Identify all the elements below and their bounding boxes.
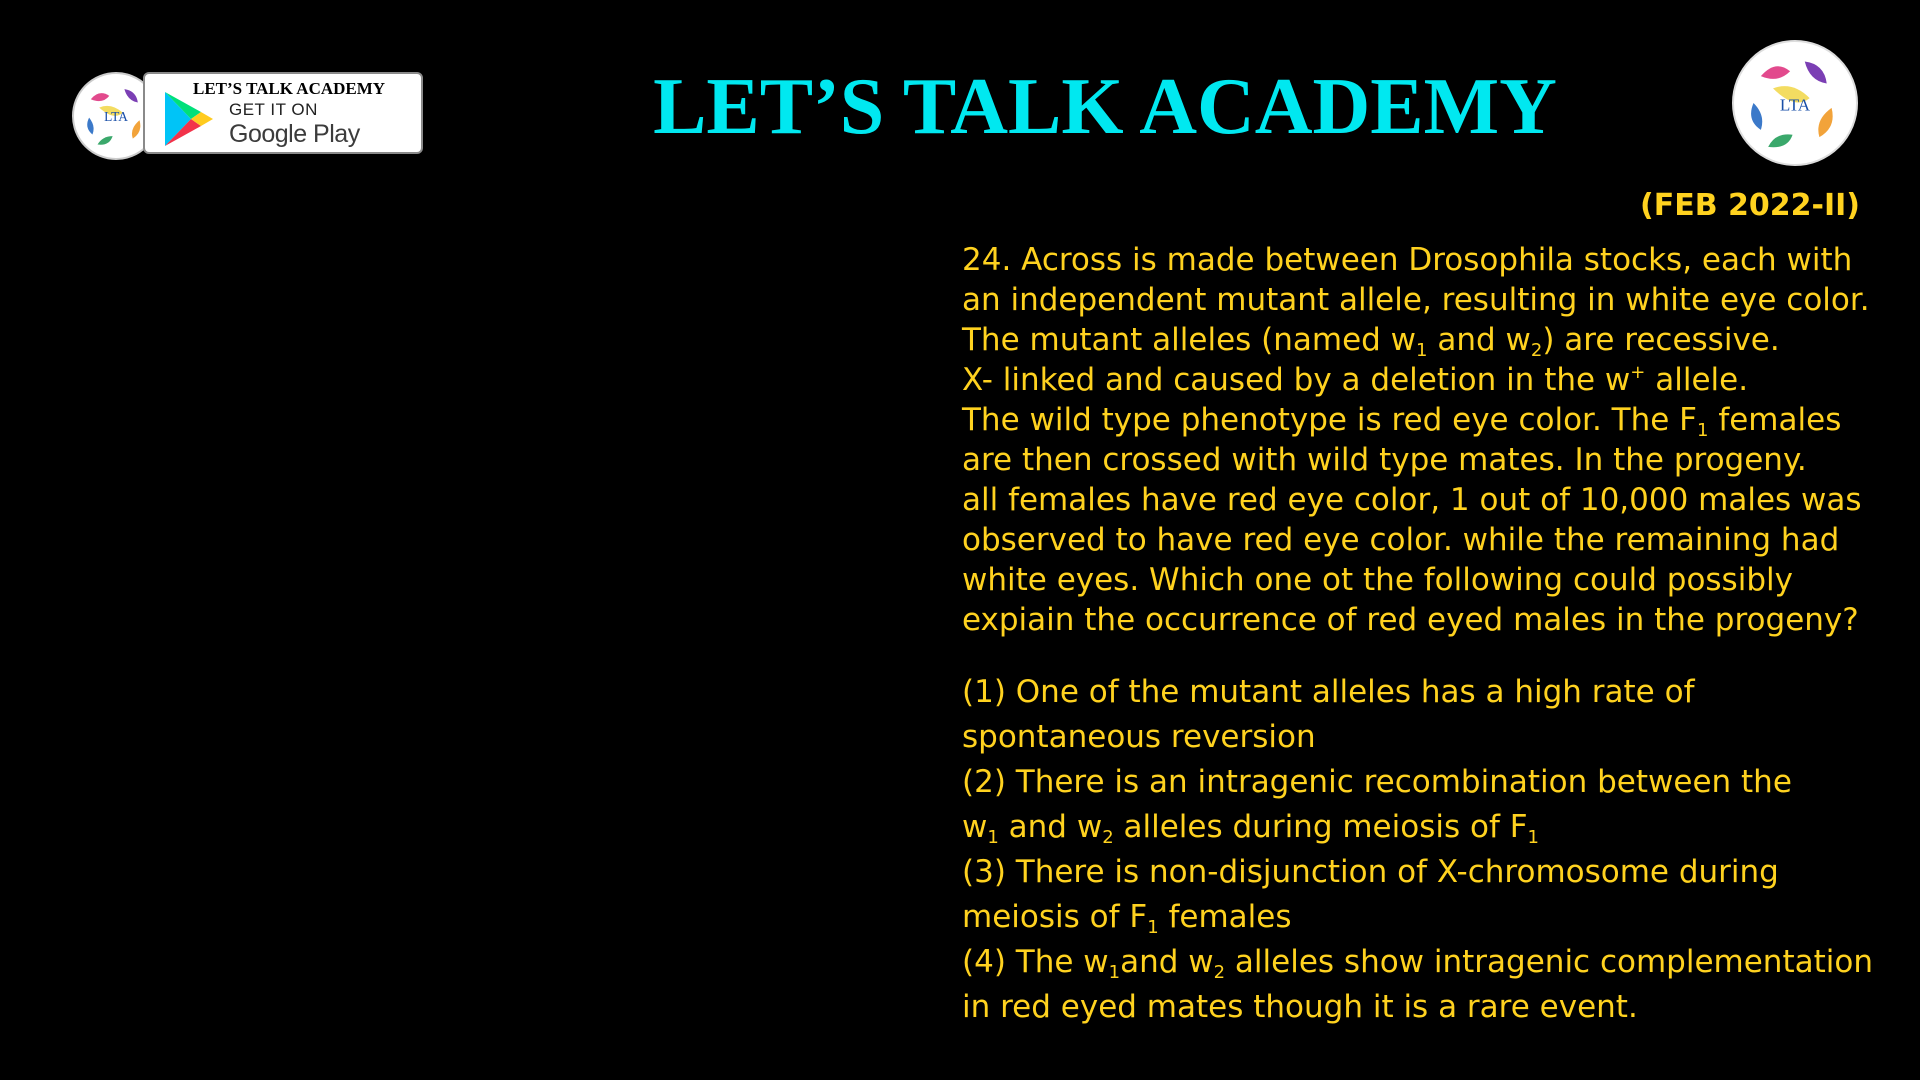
- answer-options: [962, 670, 1882, 1030]
- question-text: [962, 240, 1882, 640]
- option-line: $w_1$ and $w_2$ alleles during meiosis of $F_1$: [962, 809, 1539, 848]
- google-play-icon: [161, 90, 215, 148]
- badge-store-name: Google Play: [229, 120, 360, 148]
- question-line: all females have red eye color, 1 out of 10,000 males was: [962, 482, 1862, 518]
- question-line: 24. Across is made between Drosophila stocks, each with: [962, 242, 1853, 278]
- option-line: (3) There is non-disjunction of X-chromosome during: [962, 854, 1779, 890]
- option-line: spontaneous reversion: [962, 719, 1316, 755]
- badge-get-it-on: GET IT ON: [229, 100, 318, 119]
- option-line: (1) One of the mutant alleles has a high rate of: [962, 674, 1695, 710]
- option-line: (4) The $w_1and$ $w_2$ alleles show intragenic complementation: [962, 944, 1873, 983]
- option-line: in red eyed mates though it is a rare event.: [962, 989, 1638, 1025]
- page-title: LET’S TALK ACADEMY: [653, 63, 1557, 151]
- exam-tag: (FEB 2022-II): [1640, 188, 1860, 223]
- question-line: The mutant alleles (named $w_1$ and $w_2$) are recessive.: [962, 322, 1780, 361]
- question-line: observed to have red eye color. while the remaining had: [962, 522, 1840, 558]
- logo-text: LTA: [104, 109, 128, 125]
- lta-logo-large: [1732, 40, 1858, 166]
- logo-text: LTA: [1779, 95, 1811, 115]
- question-line: an independent mutant allele, resulting in white eye color.: [962, 282, 1870, 318]
- question-line: expiain the occurrence of red eyed males in the progeny?: [962, 602, 1859, 638]
- question-line: X- linked and caused by a deletion in the w+ allele.: [962, 362, 1749, 398]
- question-line: The wild type phenotype is red eye color. The $F_1$ females: [962, 402, 1842, 441]
- question-line: are then crossed with wild type mates. In the progeny.: [962, 442, 1807, 478]
- option-line: (2) There is an intragenic recombination between the: [962, 764, 1792, 800]
- option-line: meiosis of $F_1$ females: [962, 899, 1292, 938]
- google-play-badge[interactable]: [143, 72, 423, 154]
- question-line: white eyes. Which one ot the following could possibly: [962, 562, 1793, 598]
- badge-brand-text: LET’S TALK ACADEMY: [193, 79, 386, 98]
